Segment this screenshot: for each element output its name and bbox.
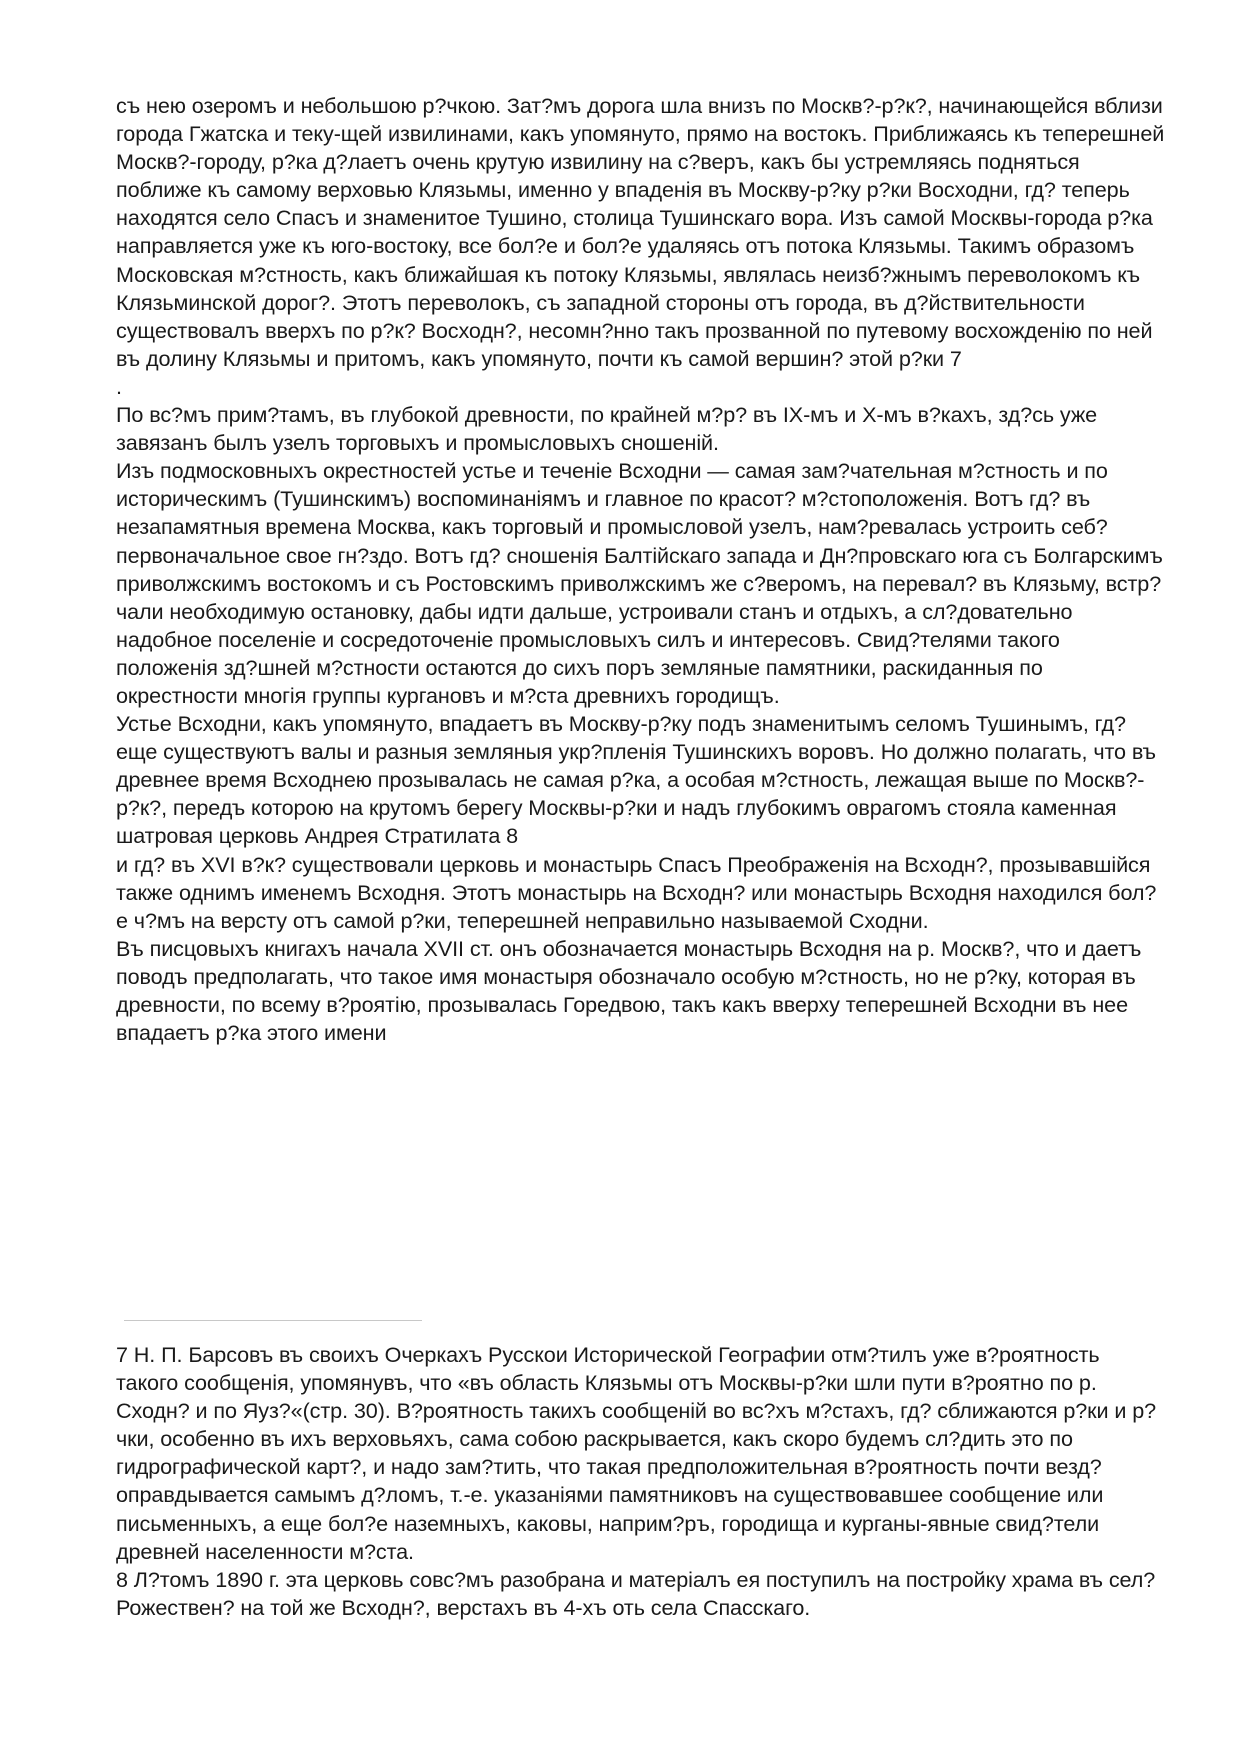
footnote: 7 Н. П. Барсовъ въ своихъ Очеркахъ Русскои Исторической Географии отм?тилъ уже в?роятность такого сообщенія, упомянувъ, что «въ область Клязьмы отъ Москвы-р?ки шли пути в?роятно по р. Сходн? и по Яуз?«(стр. 30). В?роятность такихъ сообщеній во вс?хъ м?стахъ, гд? сближаются р?ки и р?чки, особенно въ ихъ верховьяхъ, сама собою раскрывается, какъ скоро будемъ сл?дить это по гидрографической карт?, и надо зам?тить, что такая предположительная в?роятность почти везд? оправдывается самымъ д?ломъ, т.-е. указаніями памятниковъ на существовавшее сообщение или письменныхъ, а еще бол?е наземныхъ, каковы, наприм?ръ, городища и курганы-явные свид?тели древней населенности м?ста. <box>116 1342 1157 1564</box>
main-text <box>116 92 1166 1047</box>
paragraph: Въ писцовыхъ книгахъ начала XVII ст. онъ обозначается монастырь Всходня на р. Москв?, что и даетъ поводъ предполагать, что такое имя монастыря обозначало особую м?стность, но не р?ку, которая въ древности, по всему в?роятію, прозывалась Горедвою, такъ какъ вверху теперешней Всходни въ нее впадаетъ р?ка этого имени <box>116 935 1142 1046</box>
paragraph: и гд? въ XVI в?к? существовали церковь и монастырь Спасъ Преображенія на Всходн?, прозывавшійся также однимъ именемъ Всходня. Этотъ монастырь на Всходн? или монастырь Всходня находился бол?е ч?мъ на версту отъ самой р?ки, теперешней неправильно называемой Сходни. <box>116 851 1157 933</box>
paragraph: Изъ подмосковныхъ окрестностей устье и теченіе Всходни — самая зам?чательная м?стность и по историческимъ (Тушинскимъ) воспоминаніямъ и главное по красот? м?стоположенія. Вотъ гд? въ незапамятныя времена Москва, какъ торговый и промысловой узелъ, нам?ревалась устроить себ? первоначальное свое гн?здо. Вотъ гд? сношенія Балтійскаго запада и Дн?провскаго юга съ Болгарскимъ приволжскимъ востокомъ и съ Ростовскимъ приволжскимъ же с?веромъ, на перевал? въ Клязьму, встр?чали необходимую остановку, дабы идти дальше, устроивали станъ и отдыхъ, а сл?довательно надобное поселеніе и сосредоточеніе промысловыхъ силъ и интересовъ. Свид?телями такого положенія зд?шней м?стности остаются до сихъ поръ земляные памятники, раскиданныя по окрестности многія группы кургановъ и м?ста древнихъ городищъ. <box>116 458 1163 708</box>
paragraph: . <box>116 373 122 399</box>
footnote: 8 Л?томъ 1890 г. эта церковь совс?мъ разобрана и матеріалъ ея поступилъ на постройку храма въ сел? Рожествен? на той же Всходн?, верстахъ въ 4-хъ оть села Спасскаго. <box>116 1566 1156 1620</box>
paragraph: съ нею озеромъ и небольшою р?чкою. Зат?мъ дорога шла внизъ по Москв?-р?к?, начинающейся вблизи города Гжатска и теку-щей извилинами, какъ упомянуто, прямо на востокъ. Приближаясь къ теперешней Москв?-городу, р?ка д?лаетъ очень крутую извилину на с?веръ, какъ бы устремляясь подняться поближе къ самому верховью Клязьмы, именно у впаденія въ Москву-р?ку р?ки Восходни, гд? теперь находятся село Спасъ и знаменитое Тушино, столица Тушинскаго вора. Изъ самой Москвы-города р?ка направляется уже къ юго-востоку, все бол?е и бол?е удаляясь отъ потока Клязьмы. Такимъ образомъ Московская м?стность, какъ ближайшая къ потоку Клязьмы, являлась неизб?жнымъ переволокомъ къ Клязьминской дорог?. Этотъ переволокъ, съ западной стороны отъ города, въ д?йствительности существовалъ вверхъ по р?к? Восходн?, несомн?нно такъ прозванной по путевому восхожденію по ней въ долину Клязьмы и притомъ, какъ упомянуто, почти къ самой вершин? этой р?ки 7 <box>116 93 1165 371</box>
footnote-separator <box>124 1320 422 1321</box>
paragraph: Устье Всходни, какъ упомянуто, впадаетъ въ Москву-р?ку подъ знаменитымъ селомъ Тушинымъ, гд? еще существуютъ валы и разныя земляныя укр?пленія Тушинскихъ воровъ. Но должно полагать, что въ древнее время Всходнею прозывалась не самая р?ка, а особая м?стность, лежащая выше по Москв?-р?к?, передъ которою на крутомъ берегу Москвы-р?ки и надъ глубокимъ оврагомъ стояла каменная шатровая церковь Андрея Стратилата 8 <box>116 711 1156 849</box>
footnotes <box>116 1341 1166 1622</box>
paragraph: По вс?мъ прим?тамъ, въ глубокой древности, по крайней м?р? въ IX-мъ и X-мъ в?кахъ, зд?сь уже завязанъ былъ узелъ торговыхъ и промысловыхъ сношеній. <box>116 402 1098 456</box>
